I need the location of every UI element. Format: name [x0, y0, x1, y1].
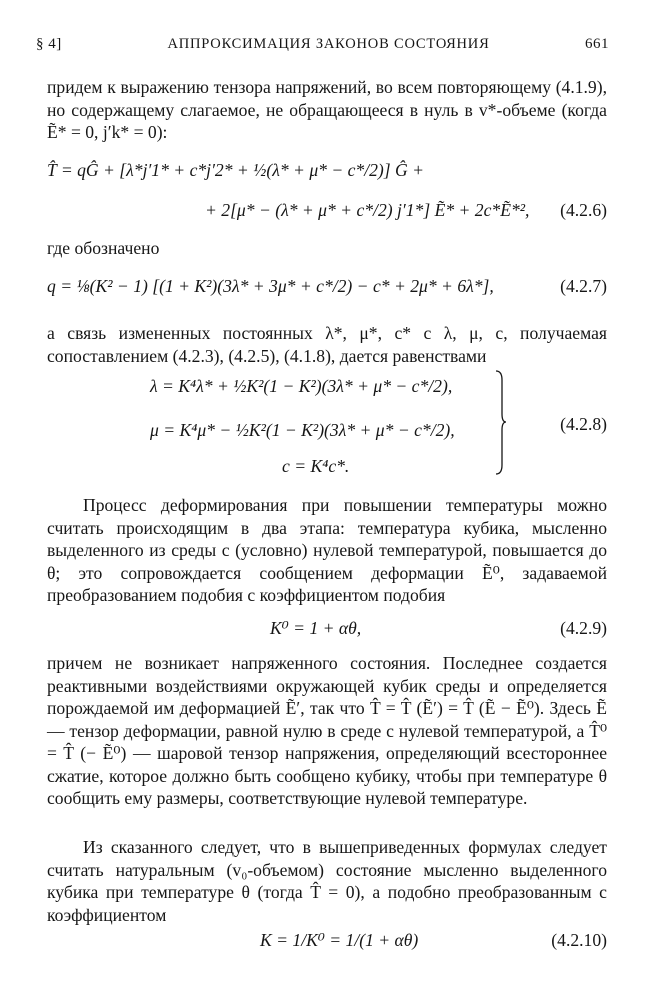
equation-4-2-8-c: c = K⁴c*.	[282, 456, 350, 476]
equation-4-2-7: q = ⅛(K² − 1) [(1 + K²)(3λ* + 3μ* + c*/2) − c* + 2μ* + 6λ*],	[47, 276, 494, 296]
equation-4-2-10: K = 1/K⁰ = 1/(1 + αθ)	[260, 930, 419, 950]
page-number: 661	[585, 36, 609, 52]
paragraph-6: Из сказанного следует, что в вышеприведенных формулах следует считать натуральным (v₀-объемом) состояние мысленно выделенного кубика при температуре θ (тогда T̂ = 0), а подобно преобразованным с коэффициентом	[47, 837, 607, 925]
paragraph-5: причем не возникает напряженного состояния. Последнее создается реактивными воздействиями окружающей кубик среды и определяется порождаемой им деформацией Ẽ′, так что T̂ = T̂ (Ẽ′) = T̂ (Ẽ − Ẽ⁰). Здесь Ẽ — тензор деформации, равной нулю в среде с нулевой температурой, а T̂⁰ = T̂ (− Ẽ⁰) — шаровой тензор напряжения, определяющий всестороннее сжатие, которое должно быть сообщено кубику, чтобы при температуре θ сообщить ему размеры, соответствующие нулевой температуре.	[47, 653, 607, 808]
section-marker: § 4]	[36, 36, 62, 52]
paragraph-4: Процесс деформирования при повышении температуры можно считать происходящим в два этапа: температура кубика, мысленно выделенного из среды с (условно) нулевой температурой, повышается до θ; это сопровождается сообщением деформации Ẽ⁰, задаваемой преобразованием подобия с коэффициентом подобия	[47, 495, 607, 605]
right-brace-icon	[495, 370, 507, 475]
paragraph-3: а связь измененных постоянных λ*, μ*, c* с λ, μ, c, получаемая сопоставлением (4.2.3), (4.2.5), (4.1.8), дается равенствами	[47, 323, 607, 366]
equation-number-4-2-7: (4.2.7)	[560, 276, 607, 296]
equation-4-2-6-line-1: T̂ = qĜ + [λ*j′1* + c*j′2* + ½(λ* + μ* − c*/2)] Ĝ +	[47, 160, 424, 180]
paragraph-1: придем к выражению тензора напряжений, во всем повторяющему (4.1.9), но содержащему слагаемое, не обращающееся в нуль в v*-объеме (когда Ẽ* = 0, j′k* = 0):	[47, 77, 607, 142]
equation-number-4-2-6: (4.2.6)	[560, 200, 607, 220]
equation-number-4-2-9: (4.2.9)	[560, 618, 607, 638]
equation-4-2-6-line-2: + 2[μ* − (λ* + μ* + c*/2) j′1*] Ẽ* + 2c*Ẽ*²,	[205, 200, 530, 220]
equation-4-2-9: K⁰ = 1 + αθ,	[270, 618, 362, 638]
equation-4-2-8-mu: μ = K⁴μ* − ½K²(1 − K²)(3λ* + μ* − c*/2),	[150, 420, 455, 440]
running-title: АППРОКСИМАЦИЯ ЗАКОНОВ СОСТОЯНИЯ	[167, 36, 490, 52]
paragraph-2: где обозначено	[47, 238, 160, 258]
equation-number-4-2-10: (4.2.10)	[551, 930, 607, 950]
equation-number-4-2-8: (4.2.8)	[560, 414, 607, 434]
equation-4-2-8-lambda: λ = K⁴λ* + ½K²(1 − K²)(3λ* + μ* − c*/2),	[150, 376, 453, 396]
